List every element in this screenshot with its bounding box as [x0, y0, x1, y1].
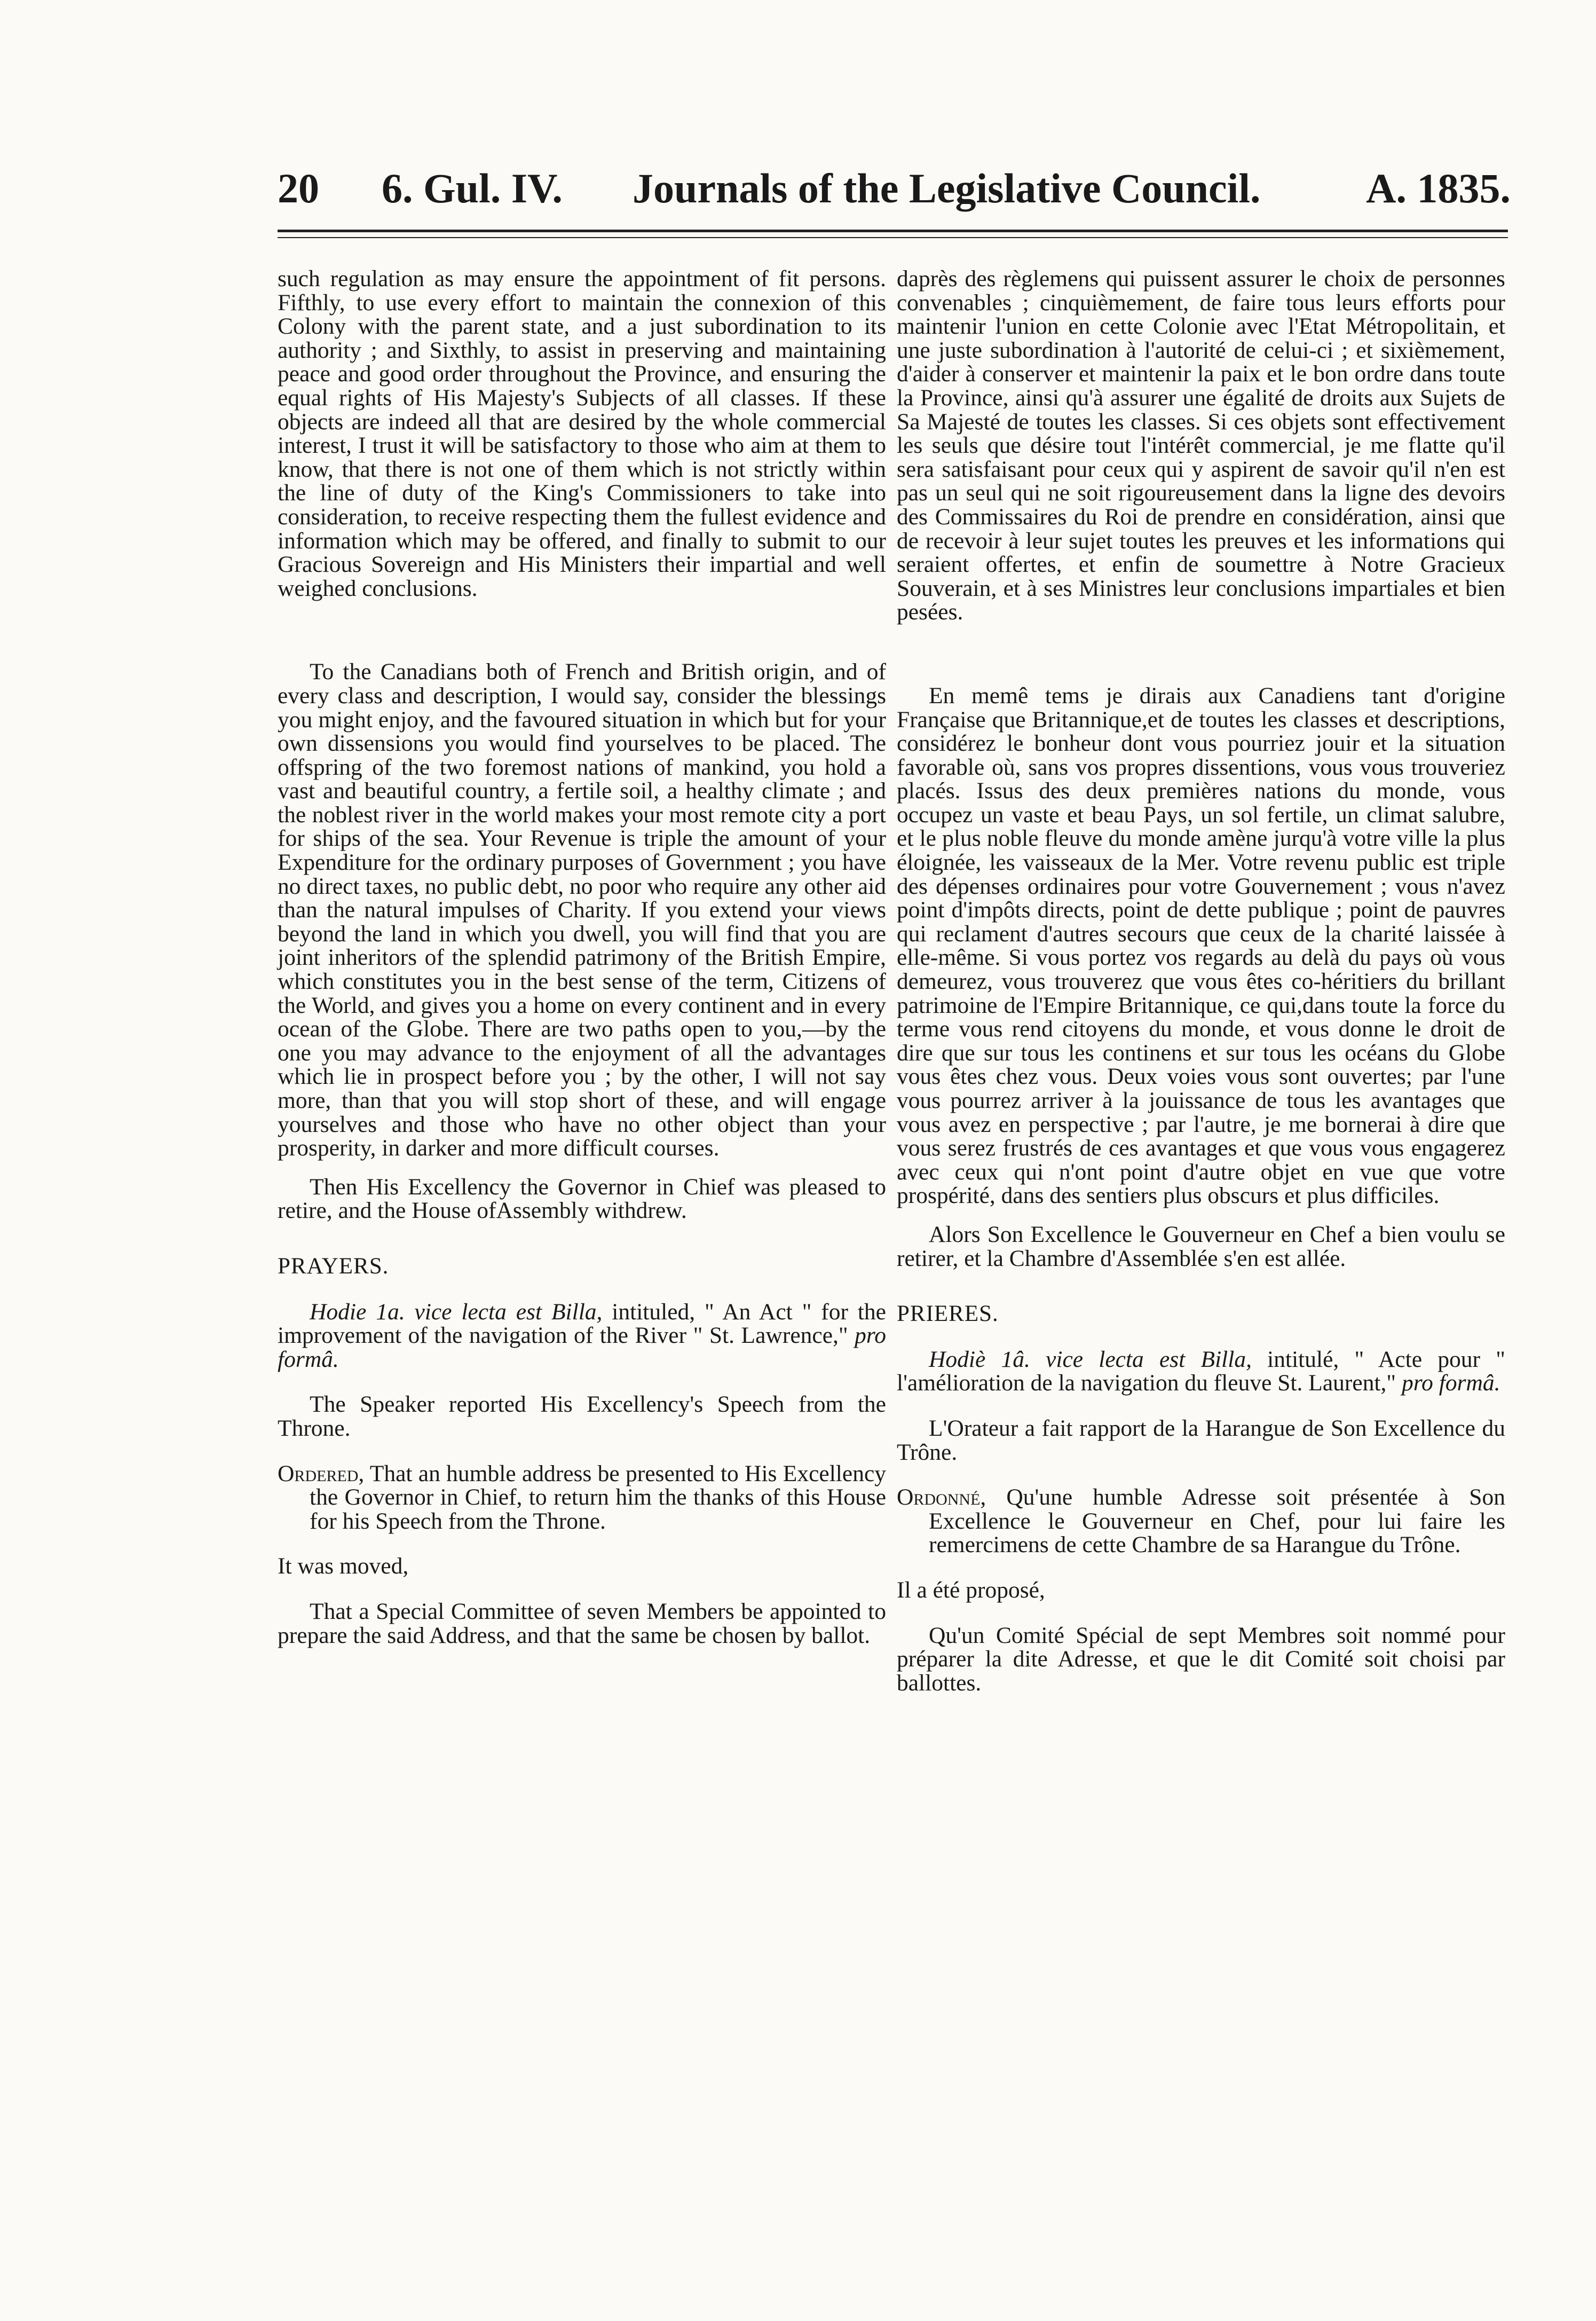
english-speaker-report: The Speaker reported His Excellency's Speech from the Throne.: [278, 1391, 886, 1441]
french-ordonne-word: Ordonné,: [897, 1484, 986, 1510]
french-heading-prieres: PRIERES.: [897, 1301, 999, 1327]
french-bill-text: intitulé, " Acte pour " l'amélioration de la navigation du fleuve St. Laurent,": [897, 1346, 1505, 1396]
french-speaker-report: L'Orateur a fait rapport de la Harangue de Son Excellence du Trône.: [897, 1415, 1505, 1465]
english-ordered: [278, 1462, 886, 1533]
english-bill-latin: Hodie 1a. vice lecta est Billa,: [310, 1299, 603, 1325]
french-paragraph-3: Alors Son Excellence le Gouverneur en Chef a bien voulu se retirer, et la Chambre d'Assemblée s'en est allée.: [897, 1221, 1505, 1271]
header-rule-thick: [278, 230, 1508, 232]
french-paragraph-1: daprès des règlemens qui puissent assurer le choix de personnes convenables ; cinquièmement, de faire tous leurs efforts pour maintenir l'union en cette Colonie avec l'Etat Métropolitain, et une juste subordination à l'autorité de celui-ci ; et sixièmement, d'aider à conserver et maintenir la paix et le bon ordre dans toute la Province, ainsi qu'à assurer une égalité de droits aux Sujets de Sa Majesté de toutes les classes. Si ces objets sont effectivement les seuls que désire tout l'intérêt commercial, je me flatte qu'il sera satisfaisant pour ceux qui y aspirent de savoir qu'il n'en est pas un seul qui ne soit rigoureusement dans la ligne des devoirs des Commissaires du Roi de prendre en considération, ainsi que de recevoir à leur sujet toutes les preuves et les informations qui seraient offertes, et enfin de soumettre à Notre Gracieux Souverain, et à ses Ministres leur conclusions impartiales et bien pesées.: [897, 266, 1505, 625]
english-ordered-text: That an humble address be presented to His Excellency the Governor in Chief, to return him the thanks of this House for his Speech from the Throne.: [310, 1460, 886, 1534]
french-column: [897, 267, 1505, 2243]
regnal-year: 6. Gul. IV.: [382, 165, 563, 211]
english-bill-text: intituled, " An Act " for the improvement of the navigation of the River " St. Lawrence,": [278, 1299, 886, 1349]
english-paragraph-3: Then His Excellency the Governor in Chief was pleased to retire, and the House ofAssembly withdrew.: [278, 1174, 886, 1224]
english-bill-reading: [278, 1300, 886, 1372]
english-heading-prayers: PRAYERS.: [278, 1253, 389, 1279]
journal-title: Journals of the Legislative Council.: [633, 165, 1261, 211]
page-header: [278, 159, 1511, 218]
page-number: 20: [278, 165, 319, 211]
header-rule-thin: [278, 237, 1508, 238]
english-ordered-word: Ordered,: [278, 1460, 365, 1486]
english-pro-forma: pro formâ.: [278, 1323, 886, 1372]
english-column: [278, 267, 886, 2243]
english-moved: It was moved,: [278, 1553, 409, 1579]
french-paragraph-2: En memê tems je dirais aux Canadiens tant d'origine Française que Britannique,et de toutes les classes et descriptions, considérez le bonheur dont vous pourriez jouir et la situation favorable où, sans vos propres dissentions, vous vous trouveriez placés. Issus des deux premières nations du monde, vous occupez un vaste et beau Pays, un sol fertile, un climat salubre, et le plus noble fleuve du monde amène jurqu'à votre ville la plus éloignée, les vaisseaux de la Mer. Votre revenu public est triple des dépenses ordinaires pour votre Gouvernement ; vous n'avez point d'impôts directs, point de dette publique ; point de pauvres qui reclament d'autres secours que ceux de la charité laissée à elle-même. Si vous portez vos regards au delà du pays où vous demeurez, vous trouverez que vous êtes co-héritiers du brillant patrimoine de l'Empire Britannique, ce qui,dans toute la force du terme vous rend citoyens du monde, et vous donne le droit de dire que sur tous les continens et sur tous les océans du Globe vous êtes chez vous. Deux voies vous sont ouvertes; par l'une vous pourrez arriver à la jouissance de tous les avantages que vous avez en perspective ; par l'autre, je me bornerai à dire que vous serez frustrés de ces avantages et que vous vous engagerez avec ceux qui n'ont point d'autre objet en vue que votre prospérité, dans des sentiers plus obscurs et plus difficiles.: [897, 682, 1505, 1209]
journal-year: A. 1835.: [1366, 165, 1511, 211]
french-ordonne-text: Qu'une humble Adresse soit présentée à Son Excellence le Gouverneur en Chef, pour lui faire les remercimens de cette Chambre de sa Harangue du Trône.: [929, 1484, 1505, 1558]
english-paragraph-2: To the Canadians both of French and British origin, and of every class and description, I would say, consider the blessings you might enjoy, and the favoured situation in which but for your own dissensions you would find yourselves to be placed. The offspring of the two foremost nations of mankind, you hold a vast and beautiful country, a fertile soil, a healthy climate ; and the noblest river in the world makes your most remote city a port for ships of the sea. Your Revenue is triple the amount of your Expenditure for the ordinary purposes of Government ; you have no direct taxes, no public debt, no poor who require any other aid than the natural impulses of Charity. If you extend your views beyond the land in which you dwell, you will find that you are joint inheritors of the splendid patrimony of the British Empire, which constitutes you in the best sense of the term, Citizens of the World, and gives you a home on every continent and in every ocean of the Globe. There are two paths open to you,—by the one you may advance to the enjoyment of all the advantages which lie in prospect before you ; by the other, I will not say more, than that you will stop short of these, and will engage yourselves and those who have no other object than your prosperity, in darker and more difficult courses.: [278, 659, 886, 1161]
english-paragraph-1: such regulation as may ensure the appointment of fit persons. Fifthly, to use every effort to maintain the connexion of this Colony with the parent state, and a just subordination to its authority ; and Sixthly, to assist in preserving and maintaining peace and good order throughout the Province, and ensuring the equal rights of His Majesty's Subjects of all classes. If these objects are indeed all that are desired by the whole commercial interest, I trust it will be satisfactory to those who aim at them to know, that there is not one of them which is not strictly within the line of duty of the King's Commissioners to take into consideration, to receive respecting them the fullest evidence and information which may be offered, and finally to submit to our Gracious Sovereign and His Ministers their impartial and well weighed conclusions.: [278, 266, 886, 601]
french-bill-latin: Hodiè 1â. vice lecta est Billa,: [929, 1346, 1252, 1372]
french-pro-forma: pro formâ.: [1402, 1370, 1500, 1396]
english-motion: That a Special Committee of seven Members be appointed to prepare the said Address, and that the same be chosen by ballot.: [278, 1598, 886, 1648]
french-bill-reading: [897, 1348, 1505, 1395]
french-motion: Qu'un Comité Spécial de sept Membres soit nommé pour préparer la dite Adresse, et que le dit Comité soit choisi par ballottes.: [897, 1622, 1505, 1696]
french-propose: Il a été proposé,: [897, 1577, 1045, 1603]
french-ordonne: [897, 1485, 1505, 1557]
